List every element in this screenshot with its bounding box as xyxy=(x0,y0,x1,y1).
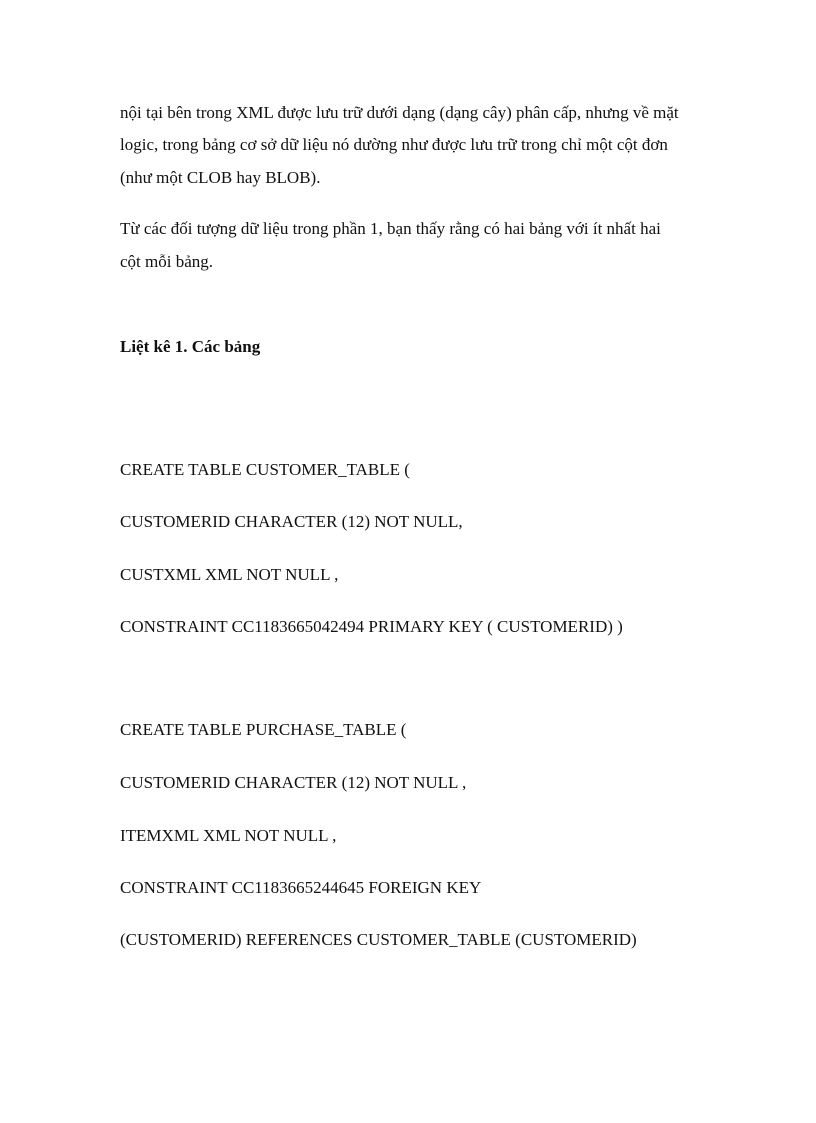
code-line-create-customer-table: CREATE TABLE CUSTOMER_TABLE ( xyxy=(120,460,410,479)
code-line-primary-key-constraint: CONSTRAINT CC1183665042494 PRIMARY KEY ( CUSTOMERID) ) xyxy=(120,617,623,636)
code-line-customerid-column: CUSTOMERID CHARACTER (12) NOT NULL, xyxy=(120,512,463,531)
paragraph-2-line-1: Từ các đối tượng dữ liệu trong phần 1, bạn thấy rằng có hai bảng với ít nhất hai xyxy=(120,219,661,238)
paragraph-2-line-2: cột mỗi bảng. xyxy=(120,252,214,271)
code-line-customerid-column-2: CUSTOMERID CHARACTER (12) NOT NULL , xyxy=(120,773,467,792)
code-line-foreign-key-constraint: CONSTRAINT CC1183665244645 FOREIGN KEY xyxy=(120,878,482,897)
paragraph-1-line-1: nội tại bên trong XML được lưu trữ dưới dạng (dạng cây) phân cấp, nhưng về mặt xyxy=(120,103,679,122)
code-line-references-clause: (CUSTOMERID) REFERENCES CUSTOMER_TABLE (CUSTOMERID) xyxy=(120,930,637,949)
listing-heading: Liệt kê 1. Các bảng xyxy=(120,337,261,356)
code-line-itemxml-column: ITEMXML XML NOT NULL , xyxy=(120,826,337,845)
paragraph-1-line-3: (như một CLOB hay BLOB). xyxy=(120,168,321,187)
code-line-custxml-column: CUSTXML XML NOT NULL , xyxy=(120,565,339,584)
code-line-create-purchase-table: CREATE TABLE PURCHASE_TABLE ( xyxy=(120,720,407,739)
paragraph-1-line-2: logic, trong bảng cơ sở dữ liệu nó dường như được lưu trữ trong chỉ một cột đơn xyxy=(120,135,668,154)
